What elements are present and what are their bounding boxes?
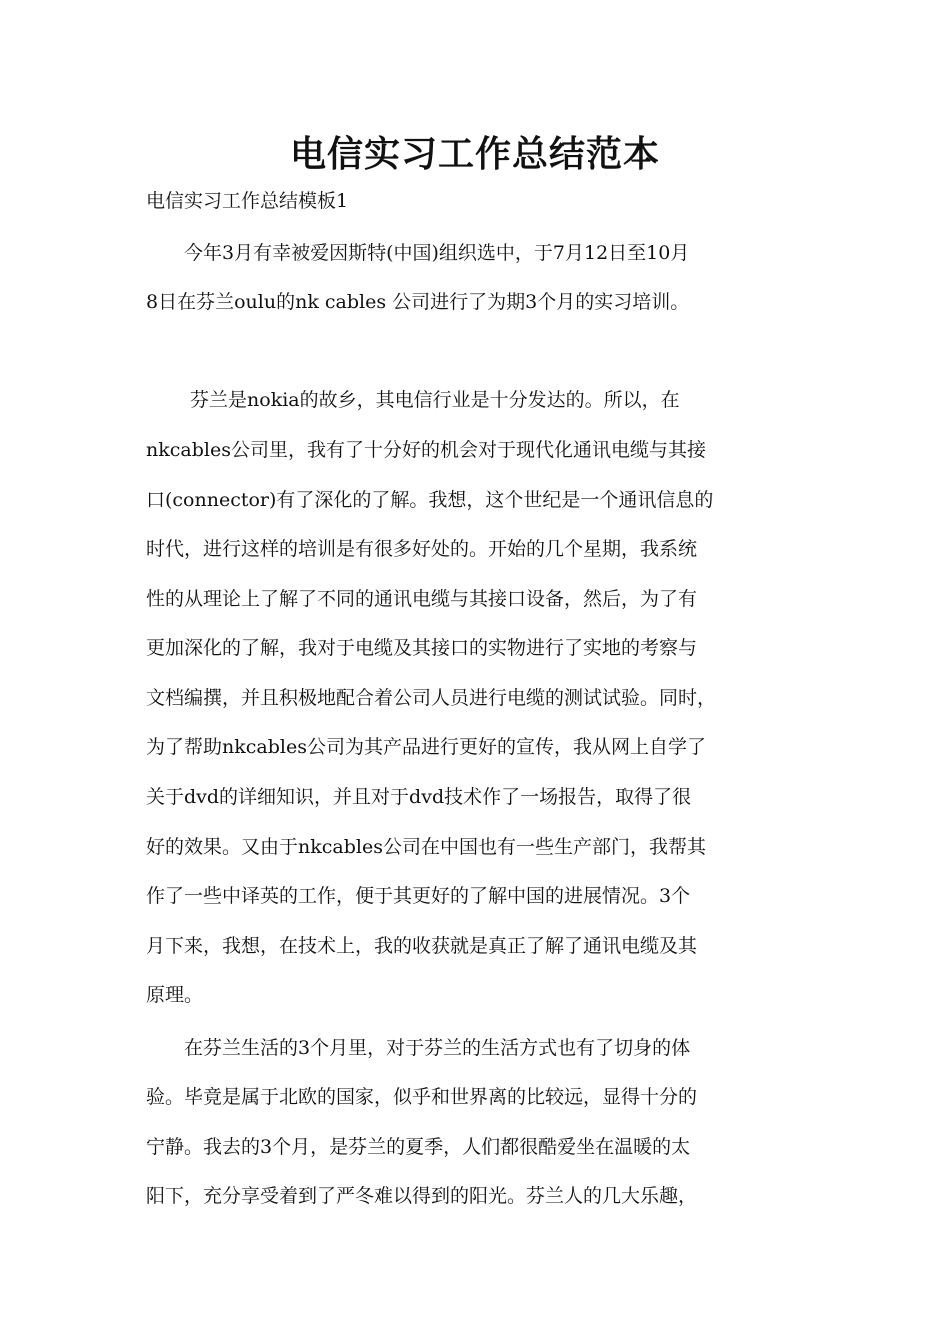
text-line: 验。毕竟是属于北欧的国家，似乎和世界离的比较远，显得十分的 <box>146 1086 698 1108</box>
text-line: 文档编撰，并且积极地配合着公司人员进行电缆的测试试验。同时， <box>146 687 717 709</box>
document-subtitle: 电信实习工作总结模板1 <box>146 190 349 212</box>
text-line: 作了一些中译英的工作，便于其更好的了解中国的进展情况。3个 <box>146 885 691 907</box>
text-line: 今年3月有幸被爱因斯特(中国)组织选中，于7月12日至10月 <box>146 242 690 264</box>
text-line: 原理。 <box>146 984 204 1006</box>
text-line: 关于dvd的详细知识，并且对于dvd技术作了一场报告，取得了很 <box>146 786 692 808</box>
text-line: 在芬兰生活的3个月里，对于芬兰的生活方式也有了切身的体 <box>146 1037 691 1059</box>
text-line: 宁静。我去的3个月，是芬兰的夏季，人们都很酷爱坐在温暖的太 <box>146 1136 691 1158</box>
text-line: 芬兰是nokia的故乡，其电信行业是十分发达的。所以，在 <box>146 389 680 411</box>
text-line: 好的效果。又由于nkcables公司在中国也有一些生产部门，我帮其 <box>146 836 706 858</box>
text-line: 8日在芬兰oulu的nk cables 公司进行了为期3个月的实习培训。 <box>146 291 690 313</box>
text-line: 阳下，充分享受着到了严冬难以得到的阳光。芬兰人的几大乐趣， <box>146 1185 698 1207</box>
text-line: 时代，进行这样的培训是有很多好处的。开始的几个星期，我系统 <box>146 538 698 560</box>
text-line: nkcables公司里，我有了十分好的机会对于现代化通讯电缆与其接 <box>146 439 706 461</box>
text-line: 性的从理论上了解了不同的通讯电缆与其接口设备，然后，为了有 <box>146 588 698 610</box>
document-title: 电信实习工作总结范本 <box>289 133 660 175</box>
text-line: 更加深化的了解，我对于电缆及其接口的实物进行了实地的考察与 <box>146 637 698 659</box>
text-line: 口(connector)有了深化的了解。我想，这个世纪是一个通讯信息的 <box>146 489 714 511</box>
text-line: 月下来，我想，在技术上，我的收获就是真正了解了通讯电缆及其 <box>146 935 698 957</box>
text-line: 为了帮助nkcables公司为其产品进行更好的宣传，我从网上自学了 <box>146 736 706 758</box>
